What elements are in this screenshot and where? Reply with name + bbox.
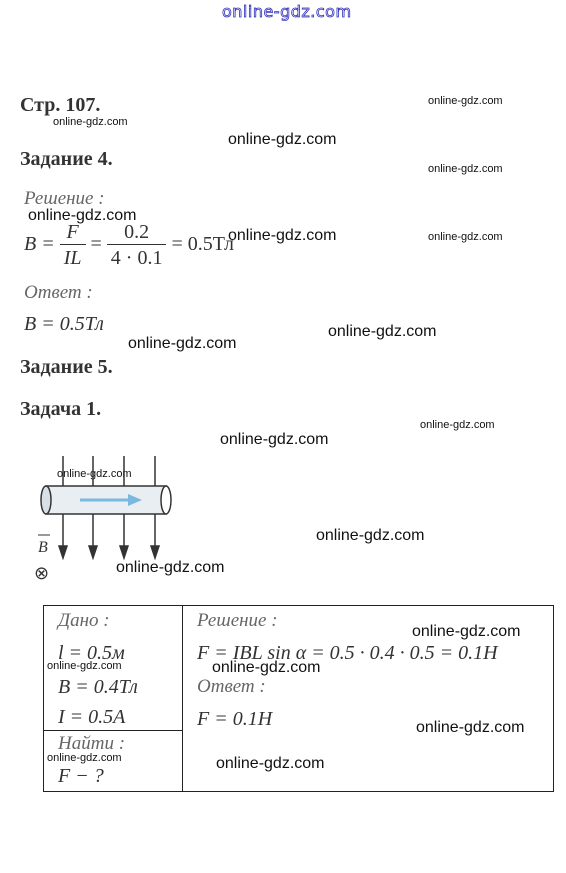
watermark: online-gdz.com — [412, 623, 521, 640]
task4-solution-label: Решение : — [24, 188, 105, 209]
problem1-heading: Задача 1. — [20, 398, 102, 420]
conductor-cylinder — [41, 486, 171, 514]
watermark: online-gdz.com — [57, 468, 132, 480]
task4-answer-label: Ответ : — [24, 282, 93, 303]
watermark: online-gdz.com — [28, 207, 137, 224]
watermark: online-gdz.com — [47, 752, 122, 764]
find-value: F − ? — [58, 765, 104, 787]
site-header-logo[interactable]: online-gdz.com — [222, 2, 352, 21]
watermark: online-gdz.com — [116, 559, 225, 576]
watermark: online-gdz.com — [220, 431, 329, 448]
watermark: online-gdz.com — [212, 659, 321, 676]
task4-formula — [24, 220, 234, 271]
fraction-denominator: IL — [63, 247, 82, 269]
watermark: online-gdz.com — [416, 719, 525, 736]
watermark: online-gdz.com — [128, 335, 237, 352]
solution-label: Решение : — [197, 610, 278, 631]
answer-label: Ответ : — [197, 676, 266, 697]
formula-lhs: B = — [24, 233, 55, 256]
watermark: online-gdz.com — [428, 231, 503, 243]
task4-answer: B = 0.5Тл — [24, 313, 104, 335]
watermark: online-gdz.com — [316, 527, 425, 544]
equals-sign: = — [90, 233, 102, 256]
watermark: online-gdz.com — [428, 163, 503, 175]
find-label: Найти : — [58, 733, 126, 754]
watermark: online-gdz.com — [420, 419, 495, 431]
page-heading: Стр. 107. — [20, 94, 101, 116]
answer-value: F = 0.1H — [197, 708, 273, 730]
fraction-values — [107, 220, 167, 271]
watermark: online-gdz.com — [428, 95, 503, 107]
formula-result: = 0.5Тл — [171, 233, 234, 256]
watermark: online-gdz.com — [228, 227, 337, 244]
watermark: online-gdz.com — [47, 660, 122, 672]
task5-heading: Задание 5. — [20, 356, 113, 378]
fraction-numerator: F — [60, 220, 86, 245]
conductor-field-figure — [30, 448, 190, 588]
watermark: online-gdz.com — [228, 131, 337, 148]
given-label: Дано : — [58, 610, 110, 631]
solution-formula: F = IBL sin α = 0.5 · 0.4 · 0.5 = 0.1H — [197, 642, 498, 664]
watermark: online-gdz.com — [328, 323, 437, 340]
fraction-f-over-il — [60, 220, 86, 271]
fraction-denominator: 4 · 0.1 — [110, 247, 163, 269]
field-label-b: B — [38, 539, 48, 556]
cross-icon: ⊗ — [34, 563, 50, 584]
given-item: l = 0.5м — [58, 642, 125, 664]
watermark: online-gdz.com — [216, 755, 325, 772]
task4-heading: Задание 4. — [20, 148, 113, 170]
fraction-numerator: 0.2 — [107, 220, 167, 245]
given-item: B = 0.4Тл — [58, 676, 138, 698]
given-item: I = 0.5А — [58, 706, 126, 728]
watermark: online-gdz.com — [53, 116, 128, 128]
